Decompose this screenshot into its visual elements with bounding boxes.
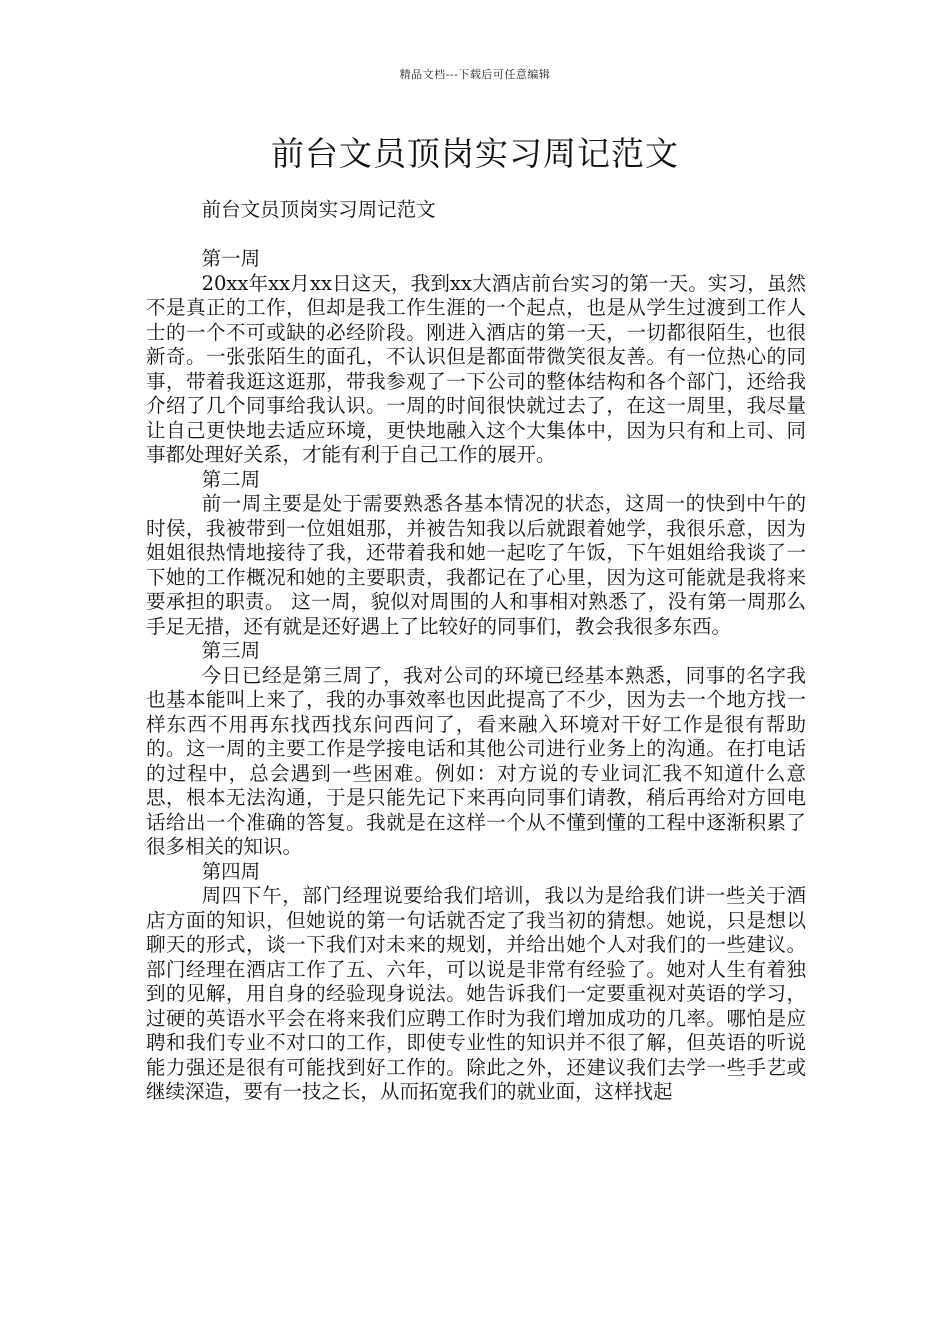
section-paragraph-week-4: 周四下午，部门经理说要给我们培训，我以为是给我们讲一些关于酒店方面的知识，但她说的第一句话就否定了我当初的猜想。她说，只是想以聊天的形式，谈一下我们对未来的规划，并给出她个人对我们的一些建议。部门经理在酒店工作了五、六年，可以说是非常有经验了。她对人生有着独到的见解，用自身的经验现身说法。她告诉我们一定要重视对英语的学习，过硬的英语水平会在将来我们应聘工作时为我们增加成功的几率。哪怕是应聘和我们专业不对口的工作，即使专业性的知识并不很了解，但英语的听说能力强还是很有可能找到好工作的。除此之外，还建议我们去学一些手艺或继续深造，要有一技之长，从而拓宽我们的就业面，这样找起	[146, 884, 806, 1103]
section-heading-week-1: 第一周	[201, 247, 261, 270]
document-body	[146, 198, 806, 1105]
section-paragraph-week-1: 20xx年xx月xx日这天，我到xx大酒店前台实习的第一天。实习，虽然不是真正的工作，但却是我工作生涯的一个起点，也是从学生过渡到工作人士的一个不可或缺的必经阶段。刚进入酒店的第一天，一切都很陌生，也很新奇。一张张陌生的面孔，不认识但是都面带微笑很友善。有一位热心的同事，带着我逛这逛那，带我参观了一下公司的整体结构和各个部门，还给我介绍了几个同事给我认识。一周的时间很快就过去了，在这一周里，我尽量让自己更快地去适应环境，更快地融入这个大集体中，因为只有和上司、同事都处理好关系，才能有利于自己工作的展开。	[146, 271, 806, 466]
section-paragraph-week-2: 前一周主要是处于需要熟悉各基本情况的状态，这周一的快到中午的时侯，我被带到一位姐姐那，并被告知我以后就跟着她学，我很乐意，因为姐姐很热情地接待了我，还带着我和她一起吃了午饭，下午姐姐给我谈了一下她的工作概况和她的主要职责，我都记在了心里，因为这可能就是我将来要承担的职责。 这一周，貌似对周围的人和事相对熟悉了，没有第一周那么手足无措，还有就是还好遇上了比较好的同事们，教会我很多东西。	[146, 492, 806, 638]
section-paragraph-week-3: 今日已经是第三周了，我对公司的环境已经基本熟悉，同事的名字我也基本能叫上来了，我的办事效率也因此提高了不少，因为去一个地方找一样东西不用再东找西找东问西问了，看来融入环境对干好工作是很有帮助的。这一周的主要工作是学接电话和其他公司进行业务上的沟通。在打电话的过程中，总会遇到一些困难。例如：对方说的专业词汇我不知道什么意思，根本无法沟通，于是只能先记下来再向同事们请教，稍后再给对方回电话给出一个准确的答复。我就是在这样一个从不懂到懂的工程中逐渐积累了很多相关的知识。	[146, 663, 806, 858]
document-title: 前台文员顶岗实习周记范文	[271, 134, 679, 173]
document-subtitle: 前台文员顶岗实习周记范文	[201, 198, 436, 221]
section-heading-week-4: 第四周	[201, 859, 261, 883]
section-heading-week-2: 第二周	[201, 467, 261, 491]
section-heading-week-3: 第三周	[201, 639, 261, 662]
header-note: 精品文档---下载后可任意编辑	[399, 68, 551, 81]
